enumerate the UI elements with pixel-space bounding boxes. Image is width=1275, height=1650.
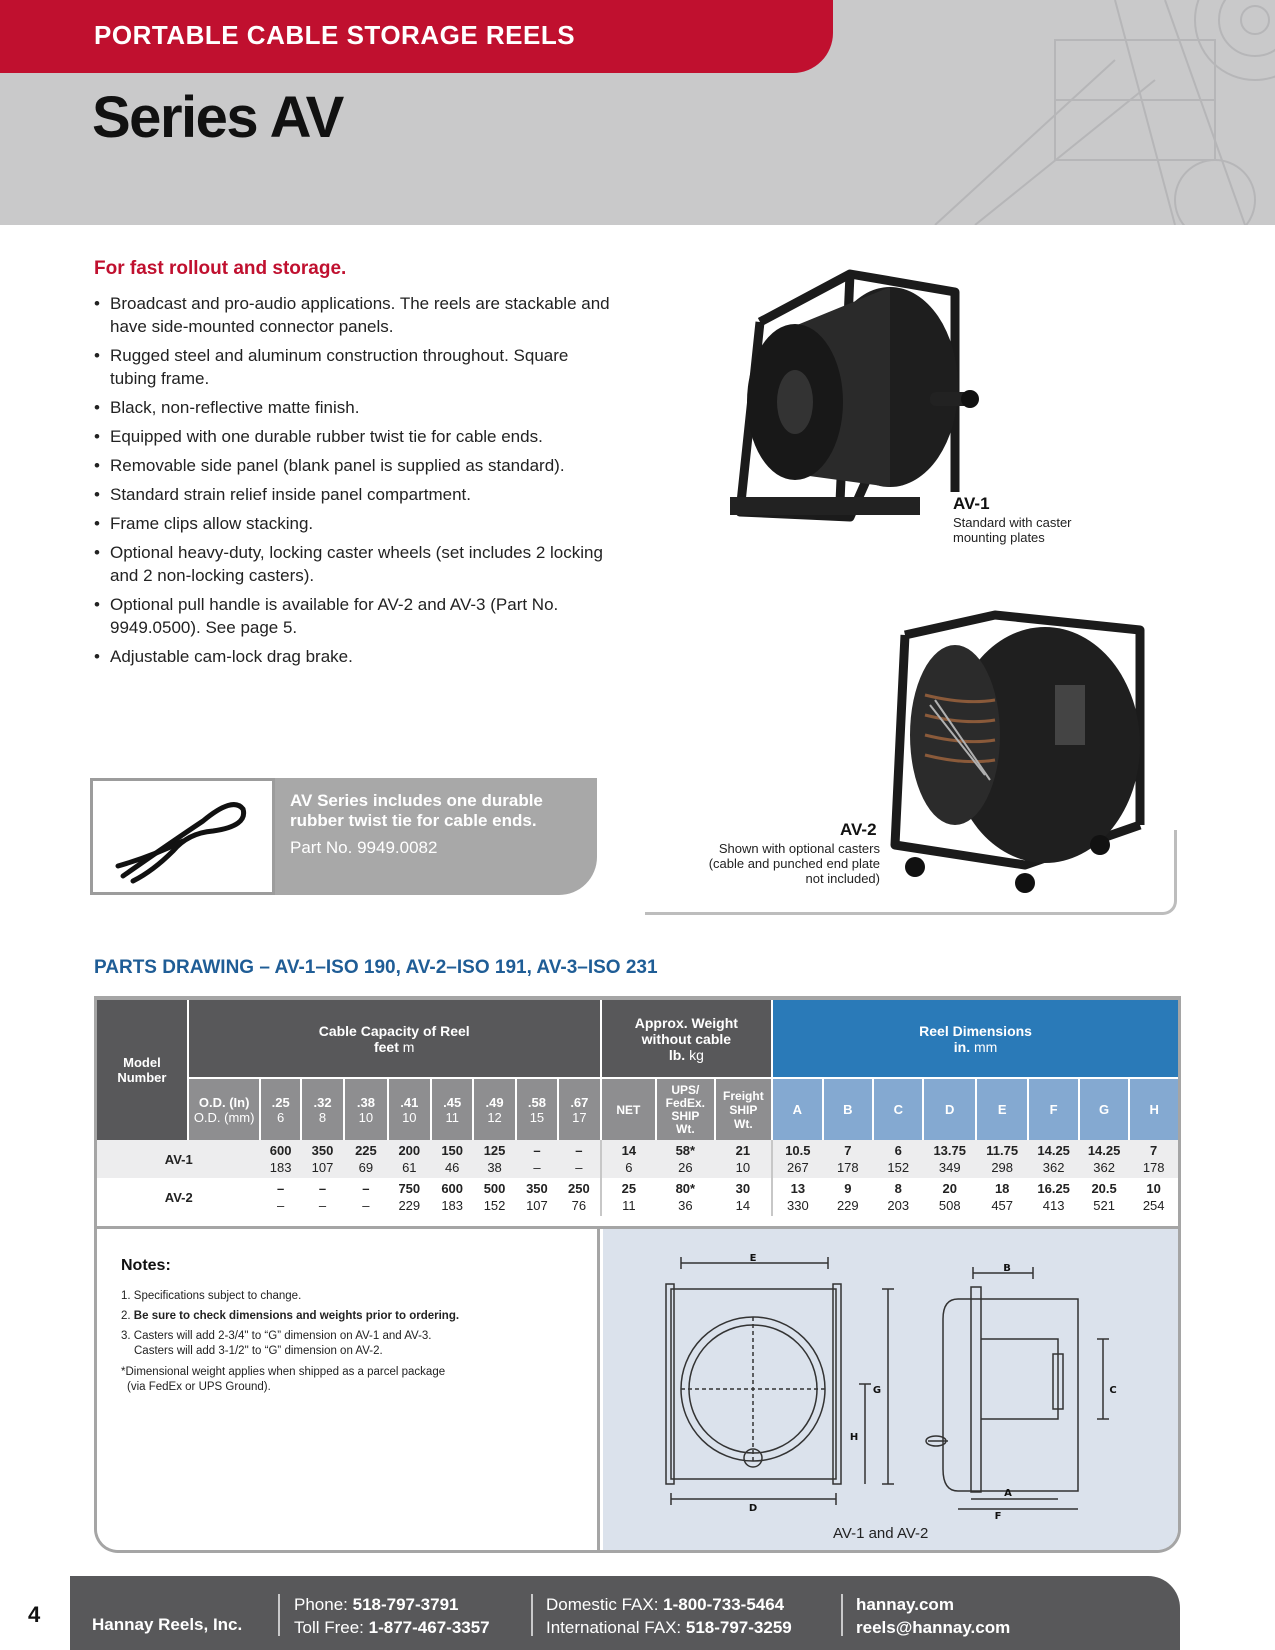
dims-value-metric: 229	[836, 1198, 859, 1213]
feature-item: • Optional pull handle is available for AV-2 and AV-3 (Part No. 9949.0500). See page 5.	[94, 593, 614, 639]
dims-cell	[1129, 1140, 1178, 1178]
dim-col-c: C	[873, 1078, 923, 1140]
av2-caption-line: Shown with optional casters	[718, 841, 880, 856]
av2-caption-title: AV-2	[840, 820, 877, 839]
dims-value-imperial: 20.5	[1091, 1181, 1117, 1196]
notes-and-drawing	[97, 1226, 1178, 1553]
od-column: .49 12	[473, 1078, 515, 1140]
international-fax-label: International FAX:	[546, 1618, 682, 1637]
od-column: .25 6	[260, 1078, 300, 1140]
dimensions-header	[772, 1000, 1178, 1078]
note-item: 3. Casters will add 2-3/4" to “G” dimension on AV-1 and AV-3. Casters will add 3-1/2" to “G” dimension on AV-2.	[121, 1330, 432, 1357]
capacity-cell	[301, 1140, 344, 1178]
dims-value-metric: 203	[887, 1198, 910, 1213]
category-tab	[0, 0, 833, 73]
dims-value-imperial: 14.25	[1087, 1143, 1121, 1158]
dim-label-h: H	[849, 1432, 859, 1443]
capacity-cell	[473, 1140, 515, 1178]
dims-value-imperial: 11.75	[986, 1143, 1019, 1158]
weight-cell	[715, 1140, 773, 1178]
capacity-value-imperial: –	[277, 1181, 285, 1196]
notes-title: Notes:	[121, 1257, 171, 1274]
capacity-unit-m: m	[402, 1038, 415, 1055]
dims-cell	[1028, 1178, 1078, 1216]
weight-value-imperial: 80*	[675, 1181, 696, 1196]
capacity-cell	[558, 1140, 600, 1178]
email-link[interactable]: reels@hannay.com	[856, 1618, 1011, 1637]
tollfree-number[interactable]: 1-877-467-3357	[368, 1618, 490, 1637]
dims-value-imperial: 13	[790, 1181, 806, 1196]
weight-col-ups: UPS/ FedEx. SHIP Wt.	[656, 1078, 715, 1140]
od-in-label: O.D. (In)	[198, 1094, 250, 1110]
category-label: PORTABLE CABLE STORAGE REELS	[94, 20, 576, 50]
dims-cell	[1079, 1140, 1129, 1178]
spec-table	[97, 1000, 1178, 1216]
od-label-cell	[188, 1078, 261, 1140]
spec-table-panel	[94, 996, 1181, 1553]
weight-value-metric: 26	[678, 1160, 693, 1175]
weight-value-imperial: 30	[735, 1181, 751, 1196]
weight-value-metric: 10	[735, 1160, 751, 1175]
dims-value-metric: 152	[887, 1160, 910, 1175]
dims-value-imperial: 10.5	[785, 1143, 811, 1158]
capacity-cell	[431, 1140, 473, 1178]
av1-reel-photo	[720, 262, 990, 527]
feature-item: • Rugged steel and aluminum construction throughout. Square tubing frame.	[94, 344, 614, 390]
dims-cell	[873, 1178, 923, 1216]
dims-cell	[923, 1178, 975, 1216]
weight-header-line: without cable	[641, 1030, 732, 1047]
dims-value-imperial: 7	[844, 1143, 852, 1158]
subheader-row	[97, 1078, 1178, 1140]
capacity-cell	[301, 1178, 344, 1216]
dims-value-metric: 362	[1093, 1160, 1115, 1175]
dims-value-imperial: 10	[1146, 1181, 1161, 1196]
dims-value-metric: 267	[787, 1160, 809, 1175]
weight-value-metric: 36	[678, 1198, 693, 1213]
capacity-value-imperial: –	[533, 1143, 541, 1158]
od-column: .32 8	[301, 1078, 344, 1140]
weight-value-imperial: 14	[621, 1143, 637, 1158]
capacity-value-imperial: –	[575, 1143, 583, 1158]
dim-label-d: D	[748, 1503, 758, 1514]
weight-value-imperial: 25	[621, 1181, 637, 1196]
website-link[interactable]: hannay.com	[856, 1595, 954, 1614]
dims-cell	[772, 1178, 822, 1216]
international-fax-number: 518-797-3259	[685, 1618, 792, 1637]
model-number-cell: AV-1	[97, 1140, 260, 1178]
feature-item: • Broadcast and pro-audio applications. The reels are stackable and have side-mounted connector panels.	[94, 292, 614, 338]
capacity-value-metric: –	[533, 1160, 541, 1175]
dim-label-f: F	[994, 1511, 1002, 1519]
weight-header-line: Approx. Weight	[634, 1014, 738, 1031]
capacity-header	[188, 1000, 601, 1078]
od-column: .67 17	[558, 1078, 600, 1140]
footer-divider	[841, 1594, 843, 1636]
dim-col-g: G	[1079, 1078, 1129, 1140]
weight-cell	[601, 1140, 657, 1178]
phone-label: Phone:	[294, 1595, 348, 1614]
feature-item: • Equipped with one durable rubber twist tie for cable ends.	[94, 425, 614, 448]
capacity-value-metric: 229	[398, 1198, 421, 1213]
dims-value-metric: 508	[938, 1198, 961, 1213]
weight-cell	[601, 1178, 657, 1216]
dims-value-imperial: 16.25	[1037, 1181, 1070, 1196]
capacity-value-metric: 183	[441, 1198, 464, 1213]
tagline: For fast rollout and storage.	[94, 258, 347, 279]
weight-unit-lb: lb.	[668, 1046, 686, 1063]
av2-caption	[680, 841, 880, 886]
feature-item: • Optional heavy-duty, locking caster wheels (set includes 2 locking and 2 non-locking casters).	[94, 541, 614, 587]
dims-value-imperial: 6	[894, 1143, 902, 1158]
capacity-value-imperial: 225	[355, 1143, 377, 1158]
dims-unit-in: in.	[953, 1038, 971, 1055]
phone-number[interactable]: 518-797-3791	[352, 1595, 459, 1614]
model-header-line: Number	[117, 1070, 167, 1085]
weight-unit-kg: kg	[689, 1046, 704, 1063]
capacity-value-imperial: 600	[269, 1143, 292, 1158]
twist-tie-image	[90, 778, 275, 895]
capacity-value-metric: 107	[311, 1160, 334, 1175]
dims-value-metric: 254	[1142, 1198, 1165, 1213]
capacity-value-imperial: 150	[441, 1143, 464, 1158]
capacity-value-metric: 38	[487, 1160, 502, 1175]
av2-reel-photo	[875, 605, 1160, 895]
table-row	[97, 1178, 1178, 1216]
feature-item: • Standard strain relief inside panel compartment.	[94, 483, 614, 506]
dims-cell	[1079, 1178, 1129, 1216]
feature-item: • Removable side panel (blank panel is supplied as standard).	[94, 454, 614, 477]
capacity-value-metric: 152	[483, 1198, 506, 1213]
weight-value-imperial: 21	[735, 1143, 751, 1158]
dims-value-metric: 178	[836, 1160, 859, 1175]
dims-value-metric: 457	[991, 1198, 1014, 1213]
note-item: 1. Specifications subject to change.	[121, 1290, 302, 1302]
weight-cell	[656, 1178, 715, 1216]
weight-col-freight: Freight SHIP Wt.	[715, 1078, 773, 1140]
av1-caption-title: AV-1	[953, 494, 990, 513]
capacity-value-metric: 76	[571, 1198, 587, 1213]
weight-cell	[656, 1140, 715, 1178]
header-technical-drawing-watermark	[915, 0, 1275, 225]
capacity-value-metric: –	[362, 1198, 370, 1213]
dims-cell	[923, 1140, 975, 1178]
dims-value-imperial: 8	[894, 1181, 902, 1196]
dims-unit-mm: mm	[974, 1038, 998, 1055]
model-header-line: Model	[123, 1055, 161, 1070]
dims-value-metric: 330	[787, 1198, 809, 1213]
capacity-cell	[260, 1140, 300, 1178]
capacity-value-metric: 183	[269, 1160, 292, 1175]
av1-caption-line: mounting plates	[953, 530, 1045, 545]
domestic-fax-number: 1-800-733-5464	[663, 1595, 785, 1614]
dims-cell	[1129, 1178, 1178, 1216]
weight-header	[601, 1000, 773, 1078]
od-column: .45 11	[431, 1078, 473, 1140]
weight-col-net: NET	[601, 1078, 657, 1140]
capacity-value-imperial: 500	[483, 1181, 506, 1196]
model-number-cell: AV-2	[97, 1178, 260, 1216]
dims-cell	[873, 1140, 923, 1178]
parts-drawing-panel	[603, 1229, 1178, 1553]
parts-drawing-title: PARTS DRAWING – AV-1–ISO 190, AV-2–ISO 191, AV-3–ISO 231	[94, 957, 658, 978]
dims-value-imperial: 9	[844, 1181, 852, 1196]
dim-col-h: H	[1129, 1078, 1178, 1140]
note-item: 2. Be sure to check dimensions and weights prior to ordering.	[121, 1310, 460, 1322]
capacity-cell	[516, 1140, 558, 1178]
capacity-value-metric: 69	[358, 1160, 374, 1175]
dim-col-e: E	[976, 1078, 1028, 1140]
capacity-cell	[260, 1178, 300, 1216]
weight-value-imperial: 58*	[675, 1143, 696, 1158]
dims-cell	[772, 1140, 822, 1178]
dims-value-metric: 298	[991, 1160, 1014, 1175]
capacity-cell	[431, 1178, 473, 1216]
dims-value-metric: 362	[1042, 1160, 1065, 1175]
note-item: *Dimensional weight applies when shipped as a parcel package (via FedEx or UPS Ground).	[121, 1366, 446, 1393]
capacity-value-metric: –	[277, 1198, 285, 1213]
av1-caption	[953, 515, 1072, 545]
capacity-cell	[516, 1178, 558, 1216]
footer-web-block	[856, 1593, 1010, 1639]
capacity-cell	[558, 1178, 600, 1216]
capacity-value-metric: 61	[402, 1160, 417, 1175]
dims-value-imperial: 20	[942, 1181, 957, 1196]
weight-value-metric: 6	[625, 1160, 633, 1175]
capacity-value-imperial: 125	[483, 1143, 506, 1158]
dims-cell	[976, 1178, 1028, 1216]
capacity-cell	[344, 1178, 387, 1216]
footer-divider	[531, 1594, 533, 1636]
model-number-header	[97, 1000, 188, 1140]
footer-fax-block	[546, 1593, 792, 1639]
capacity-value-imperial: 750	[398, 1181, 421, 1196]
weight-value-metric: 11	[622, 1198, 636, 1213]
table-row	[97, 1140, 1178, 1178]
dims-value-metric: 178	[1142, 1160, 1165, 1175]
dim-label-c: C	[1109, 1385, 1117, 1396]
feature-item: • Black, non-reflective matte finish.	[94, 396, 614, 419]
dims-cell	[823, 1140, 873, 1178]
company-name: Hannay Reels, Inc.	[92, 1615, 243, 1634]
dim-col-d: D	[923, 1078, 975, 1140]
capacity-value-imperial: –	[362, 1181, 370, 1196]
dim-col-f: F	[1028, 1078, 1078, 1140]
feature-list	[94, 292, 614, 674]
dims-value-metric: 413	[1042, 1198, 1065, 1213]
dim-col-a: A	[772, 1078, 822, 1140]
dim-label-b: B	[1003, 1263, 1011, 1274]
capacity-cell	[473, 1178, 515, 1216]
capacity-value-imperial: 600	[441, 1181, 464, 1196]
page-number: 4	[28, 1602, 41, 1627]
dims-value-imperial: 7	[1150, 1143, 1158, 1158]
av1-caption-line: Standard with caster	[953, 515, 1072, 530]
od-column: .58 15	[516, 1078, 558, 1140]
feature-item: • Frame clips allow stacking.	[94, 512, 614, 535]
capacity-value-imperial: 350	[311, 1143, 334, 1158]
capacity-unit-ft: feet	[373, 1038, 399, 1055]
od-mm-label: O.D. (mm)	[193, 1109, 255, 1125]
dim-label-g: G	[872, 1385, 882, 1396]
dims-value-imperial: 13.75	[933, 1143, 966, 1158]
twist-tie-heading: AV Series includes one durable rubber twist tie for cable ends.	[290, 791, 543, 830]
dimensions-header-title: Reel Dimensions	[919, 1022, 1032, 1039]
capacity-value-imperial: –	[318, 1181, 327, 1196]
footer-phone-block	[294, 1593, 490, 1639]
capacity-cell	[388, 1178, 431, 1216]
dim-label-e: E	[749, 1253, 757, 1264]
twist-tie-icon	[93, 781, 272, 892]
tollfree-label: Toll Free:	[294, 1618, 364, 1637]
dim-col-b: B	[823, 1078, 873, 1140]
drawing-caption: AV-1 and AV-2	[833, 1525, 929, 1542]
page-title: Series AV	[92, 85, 343, 150]
od-column: .38 10	[344, 1078, 387, 1140]
dims-value-metric: 349	[938, 1160, 961, 1175]
dims-value-metric: 521	[1093, 1198, 1115, 1213]
footer-divider	[278, 1594, 280, 1636]
capacity-value-metric: –	[575, 1160, 583, 1175]
weight-value-metric: 14	[735, 1198, 751, 1213]
domestic-fax-label: Domestic FAX:	[546, 1595, 659, 1614]
dims-cell	[976, 1140, 1028, 1178]
capacity-value-imperial: 350	[526, 1181, 548, 1196]
twist-tie-part-number: Part No. 9949.0082	[290, 838, 438, 857]
dims-value-imperial: 14.25	[1037, 1143, 1070, 1158]
capacity-header-title: Cable Capacity of Reel	[318, 1022, 470, 1039]
dim-label-a: A	[1004, 1488, 1012, 1499]
reel-dimension-drawing	[603, 1229, 1178, 1519]
dims-cell	[823, 1178, 873, 1216]
od-column: .41 10	[388, 1078, 431, 1140]
av2-caption-line: (cable and punched end plate	[708, 856, 880, 871]
notes-panel	[97, 1229, 600, 1553]
capacity-value-metric: 46	[444, 1160, 460, 1175]
capacity-cell	[344, 1140, 387, 1178]
dims-cell	[1028, 1140, 1078, 1178]
capacity-value-metric: 107	[526, 1198, 548, 1213]
capacity-value-metric: –	[318, 1198, 327, 1213]
capacity-value-imperial: 200	[398, 1143, 421, 1158]
weight-cell	[715, 1178, 773, 1216]
capacity-cell	[388, 1140, 431, 1178]
feature-item: • Adjustable cam-lock drag brake.	[94, 645, 614, 668]
av2-caption-line: not included)	[805, 871, 880, 886]
capacity-value-imperial: 250	[568, 1181, 590, 1196]
dims-value-imperial: 18	[994, 1181, 1010, 1196]
